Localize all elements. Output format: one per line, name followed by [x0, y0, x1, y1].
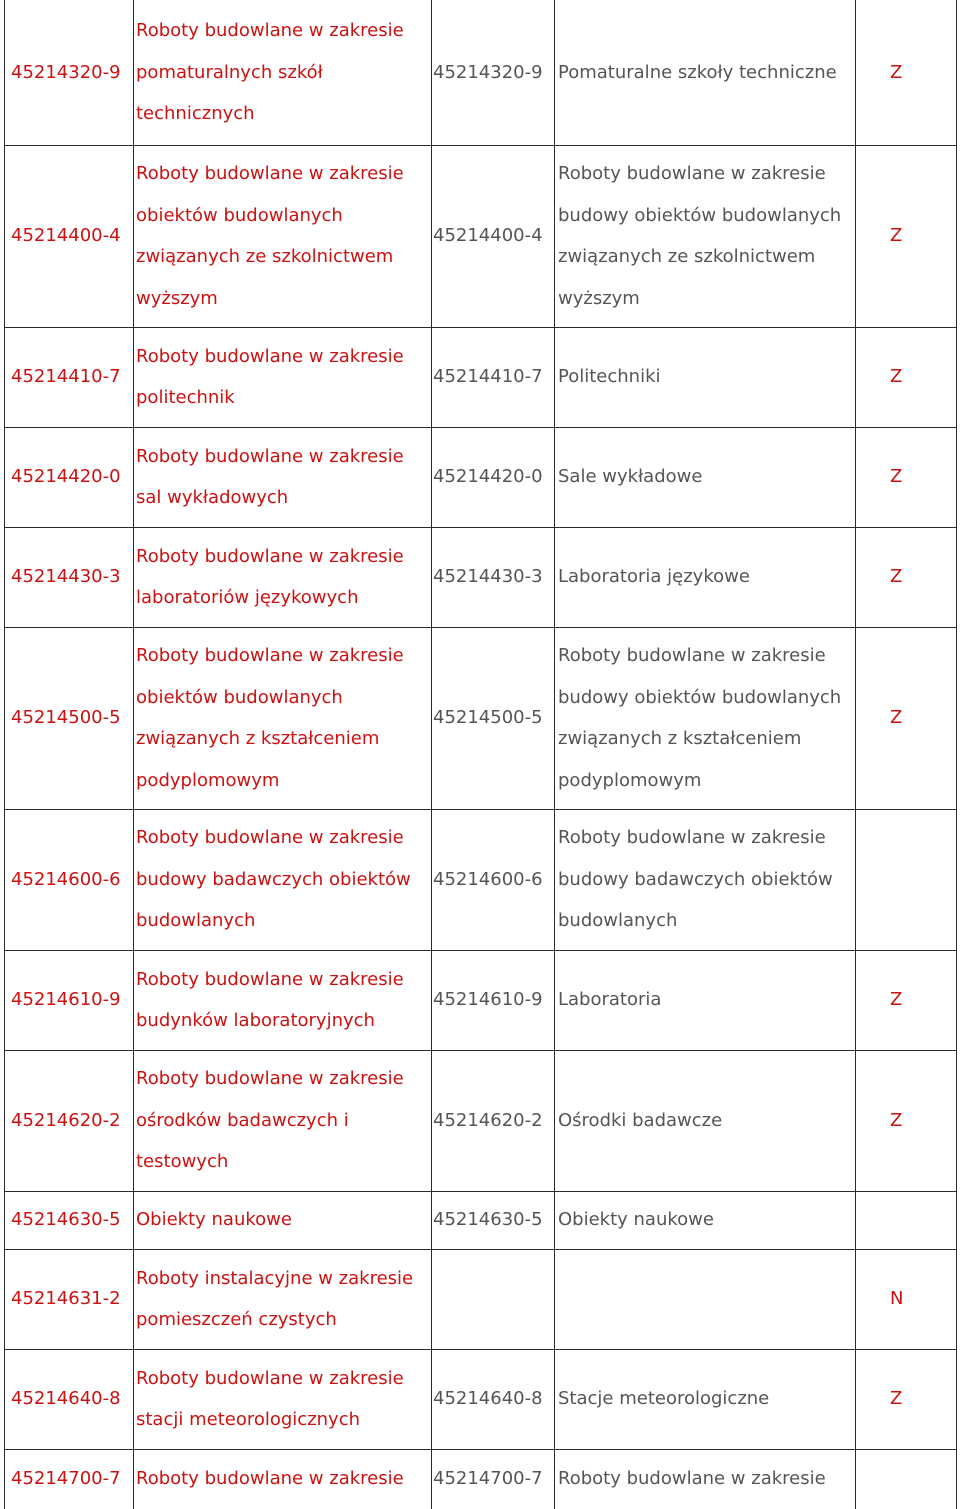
row-description-line: technicznych — [136, 103, 255, 125]
row-description-line: testowych — [136, 1151, 229, 1173]
row-cpv-code: 45214600-6 — [433, 868, 543, 890]
row-cpv-description-line: budowlanych — [558, 910, 678, 932]
row-cpv-code: 45214400-4 — [433, 225, 543, 247]
row-cpv-description-line: wyższym — [558, 287, 640, 309]
row-divider — [4, 527, 957, 528]
row-description-line: politechnik — [136, 387, 235, 408]
row-flag: Z — [890, 1109, 903, 1131]
row-cpv-code: 45214700-7 — [433, 1468, 543, 1490]
row-description-line: wyższym — [136, 287, 218, 309]
row-divider — [4, 145, 957, 146]
row-code: 45214400-4 — [11, 225, 121, 247]
row-flag: Z — [890, 707, 903, 729]
row-cpv-description-line: budowy obiektów budowlanych — [558, 686, 842, 708]
row-divider — [4, 427, 957, 428]
row-cpv-description-line: Laboratoria — [558, 989, 662, 1011]
row-code: 45214420-0 — [11, 466, 121, 488]
column-border — [554, 0, 555, 1509]
row-code: 45214600-6 — [11, 868, 121, 890]
row-description-line: stacji meteorologicznych — [136, 1409, 361, 1430]
row-cpv-code: 45214630-5 — [433, 1209, 543, 1231]
row-divider — [4, 950, 957, 951]
row-description-line: Roboty budowlane w zakresie — [136, 345, 404, 367]
row-description-line: pomieszczeń czystych — [136, 1309, 337, 1330]
row-description-line: obiektów budowlanych — [136, 204, 343, 226]
row-description-line: Roboty budowlane w zakresie — [136, 445, 404, 467]
row-flag: Z — [890, 466, 903, 488]
row-cpv-description-line: Politechniki — [558, 366, 661, 388]
row-description-line: Roboty instalacyjne w zakresie — [136, 1267, 414, 1289]
row-description-line: sal wykładowych — [136, 487, 289, 508]
row-divider — [4, 809, 957, 810]
row-description-line: Obiekty naukowe — [136, 1209, 292, 1231]
row-cpv-description-line: podyplomowym — [558, 769, 702, 791]
row-description-line: związanych z kształceniem — [136, 728, 380, 749]
column-border — [4, 0, 5, 1509]
row-cpv-description-line: związanych z kształceniem — [558, 728, 802, 749]
row-code: 45214631-2 — [11, 1288, 121, 1310]
row-cpv-description-line: Roboty budowlane w zakresie — [558, 1468, 826, 1490]
row-description-line: podyplomowym — [136, 769, 280, 791]
row-description-line: Roboty budowlane w zakresie — [136, 1068, 404, 1090]
row-description-line: budowlanych — [136, 910, 256, 932]
row-description-line: obiektów budowlanych — [136, 686, 343, 708]
row-cpv-description-line: Ośrodki badawcze — [558, 1109, 723, 1131]
row-divider — [4, 1449, 957, 1450]
row-description-line: budynków laboratoryjnych — [136, 1010, 375, 1031]
row-cpv-description-line: budowy badawczych obiektów — [558, 868, 833, 890]
row-description-line: laboratoriów językowych — [136, 587, 359, 608]
row-code: 45214700-7 — [11, 1468, 121, 1490]
row-cpv-description-line: Roboty budowlane w zakresie — [558, 163, 826, 184]
row-description-line: Roboty budowlane w zakresie — [136, 163, 404, 184]
row-divider — [4, 1191, 957, 1192]
row-divider — [4, 1249, 957, 1250]
row-divider — [4, 327, 957, 328]
row-cpv-description-line: Stacje meteorologiczne — [558, 1388, 770, 1410]
column-border — [855, 0, 856, 1509]
row-flag: N — [890, 1288, 904, 1310]
row-flag: Z — [890, 61, 903, 83]
row-cpv-code: 45214610-9 — [433, 989, 543, 1011]
column-border — [956, 0, 957, 1509]
row-code: 45214630-5 — [11, 1209, 121, 1231]
row-cpv-code: 45214640-8 — [433, 1388, 543, 1410]
column-border — [431, 0, 432, 1509]
row-description-line: pomaturalnych szkół — [136, 61, 323, 83]
row-cpv-description-line: Sale wykładowe — [558, 466, 703, 488]
row-divider — [4, 627, 957, 628]
row-cpv-code: 45214320-9 — [433, 61, 543, 83]
row-description-line: Roboty budowlane w zakresie — [136, 827, 404, 849]
row-code: 45214640-8 — [11, 1388, 121, 1410]
row-divider — [4, 1050, 957, 1051]
row-code: 45214320-9 — [11, 61, 121, 83]
row-description-line: Roboty budowlane w zakresie — [136, 1468, 404, 1490]
row-cpv-description-line: Roboty budowlane w zakresie — [558, 827, 826, 849]
row-cpv-description-line: związanych ze szkolnictwem — [558, 246, 816, 267]
row-description-line: Roboty budowlane w zakresie — [136, 545, 404, 567]
row-cpv-code: 45214500-5 — [433, 707, 543, 729]
row-code: 45214620-2 — [11, 1109, 121, 1131]
row-flag: Z — [890, 1388, 903, 1410]
row-cpv-description-line: Laboratoria językowe — [558, 566, 750, 588]
row-cpv-description-line: budowy obiektów budowlanych — [558, 204, 842, 226]
row-cpv-code: 45214410-7 — [433, 366, 543, 388]
row-flag: Z — [890, 366, 903, 388]
row-cpv-code: 45214620-2 — [433, 1109, 543, 1131]
row-description-line: Roboty budowlane w zakresie — [136, 1367, 404, 1389]
row-flag: Z — [890, 225, 903, 247]
row-code: 45214410-7 — [11, 366, 121, 388]
row-cpv-description-line: Roboty budowlane w zakresie — [558, 645, 826, 666]
row-description-line: ośrodków badawczych i — [136, 1109, 349, 1131]
column-border — [133, 0, 134, 1509]
row-divider — [4, 1349, 957, 1350]
row-description-line: związanych ze szkolnictwem — [136, 246, 394, 267]
row-code: 45214610-9 — [11, 989, 121, 1011]
row-flag: Z — [890, 566, 903, 588]
row-description-line: Roboty budowlane w zakresie — [136, 968, 404, 990]
row-description-line: Roboty budowlane w zakresie — [136, 20, 404, 42]
row-flag: Z — [890, 989, 903, 1011]
row-description-line: Roboty budowlane w zakresie — [136, 645, 404, 666]
row-cpv-code: 45214420-0 — [433, 466, 543, 488]
row-cpv-description-line: Obiekty naukowe — [558, 1209, 714, 1231]
row-cpv-description-line: Pomaturalne szkoły techniczne — [558, 61, 837, 83]
row-code: 45214500-5 — [11, 707, 121, 729]
row-description-line: budowy badawczych obiektów — [136, 868, 411, 890]
row-cpv-code: 45214430-3 — [433, 566, 543, 588]
row-code: 45214430-3 — [11, 566, 121, 588]
